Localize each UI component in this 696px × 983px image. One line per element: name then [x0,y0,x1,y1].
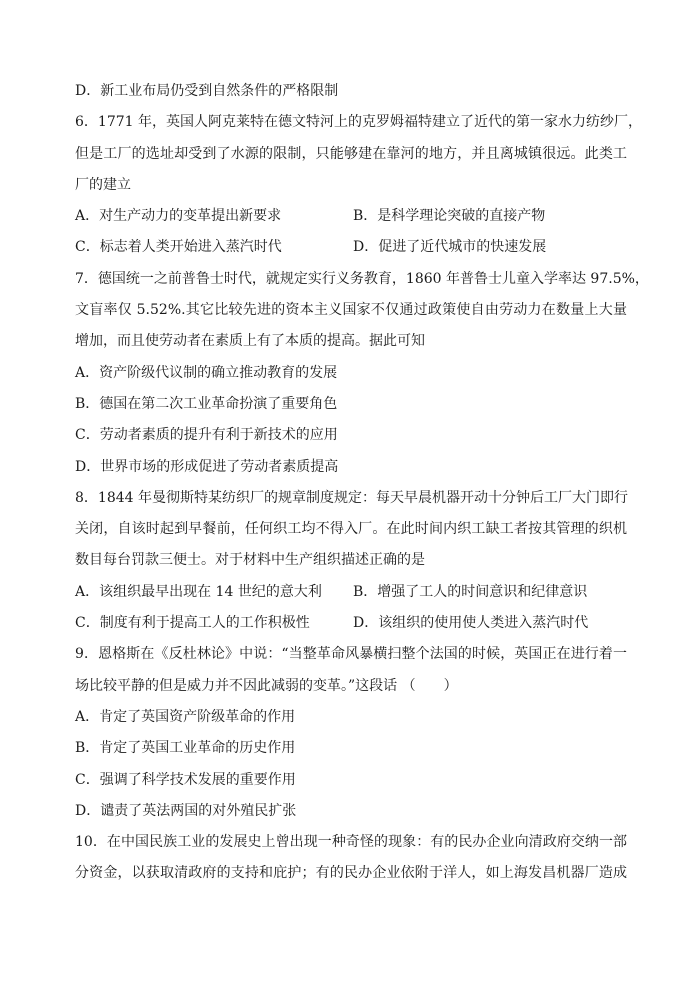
q8-option-d: D．该组织的使用使人类进入蒸汽时代 [353,615,589,632]
q6-option-b: B．是科学理论突破的直接产物 [353,208,546,225]
q6-options-row-2 [75,235,627,266]
q9-option-d: D．谴责了英法两国的对外殖民扩张 [75,802,297,819]
q6-stem-line-3: 厂的建立 [75,176,131,193]
q8-options-row-1 [75,580,627,611]
q8-stem-line-2: 关闭，自该时起到早餐前，任何织工均不得入厂。在此时间内织工缺工者按其管理的织机 [75,521,627,538]
question-7 [75,267,649,486]
q8-option-a: A．该组织最早出现在 14 世纪的意大利 [75,583,322,600]
question-8 [75,486,627,642]
q9-option-a: A．肯定了英国资产阶级革命的作用 [75,708,296,725]
q9-stem-line-2: 场比较平静的但是威力并不因此减弱的变革。”这段话 （ ） [75,677,458,694]
q7-stem-line-2: 文盲率仅 5.52%.其它比较先进的资本主义国家不仅通过政策使自由劳动力在数量上大量 [75,302,627,319]
q9-stem-line-1: 9．恩格斯在《反杜林论》中说：“当整革命风暴横扫整个法国的时候，英国正在进行着一 [75,646,627,663]
q8-options-row-2 [75,611,627,642]
question-9 [75,642,627,830]
q6-stem-line-2: 但是工厂的选址却受到了水源的限制，只能够建在靠河的地方，并且离城镇很远。此类工 [75,145,627,162]
q8-option-c: C．制度有利于提高工人的工作积极性 [75,615,310,632]
q6-option-a: A．对生产动力的变革提出新要求 [75,208,282,225]
q10-stem-line-2: 分资金，以获取清政府的支持和庇护；有的民办企业依附于洋人，如上海发昌机器厂造成 [75,865,627,882]
q10-stem-line-1: 10．在中国民族工业的发展史上曾出现一种奇怪的现象：有的民办企业向清政府交纳一部 [75,834,627,851]
q9-option-c: C．强调了科学技术发展的重要作用 [75,771,296,788]
q7-stem-line-3: 增加，而且使劳动者在素质上有了本质的提高。据此可知 [75,333,425,350]
q6-option-c: C．标志着人类开始进入蒸汽时代 [75,239,282,256]
q7-option-a: A．资产阶级代议制的确立推动教育的发展 [75,364,338,381]
q7-option-d: D．世界市场的形成促进了劳动者素质提高 [75,458,339,475]
q6-options-row-1 [75,204,627,235]
q6-option-d: D．促进了近代城市的快速发展 [353,239,547,256]
q7-option-c: C．劳动者素质的提升有利于新技术的应用 [75,427,338,444]
q9-option-b: B．肯定了英国工业革命的历史作用 [75,740,296,757]
q8-stem-line-3: 数目每台罚款三便士。对于材料中生产组织描述正确的是 [75,552,425,569]
q7-stem-line-1: 7．德国统一之前普鲁士时代，就规定实行义务教育，1860 年普鲁士儿童入学率达 97.5%， [75,270,649,287]
q6-stem-line-1: 6．1771 年，英国人阿克莱特在德文特河上的克罗姆福特建立了近代的第一家水力纺纱厂， [75,114,642,131]
q8-option-b: B．增强了工人的时间意识和纪律意识 [353,583,588,600]
q7-option-b: B．德国在第二次工业革命扮演了重要角色 [75,395,338,412]
q5-option-d: D．新工业布局仍受到自然条件的严格限制 [75,83,339,99]
question-6 [75,110,642,266]
exam-page [75,79,649,893]
q8-stem-line-1: 8．1844 年曼彻斯特某纺织厂的规章制度规定：每天早晨机器开动十分钟后工厂大门即行 [75,489,628,506]
question-10 [75,830,627,893]
